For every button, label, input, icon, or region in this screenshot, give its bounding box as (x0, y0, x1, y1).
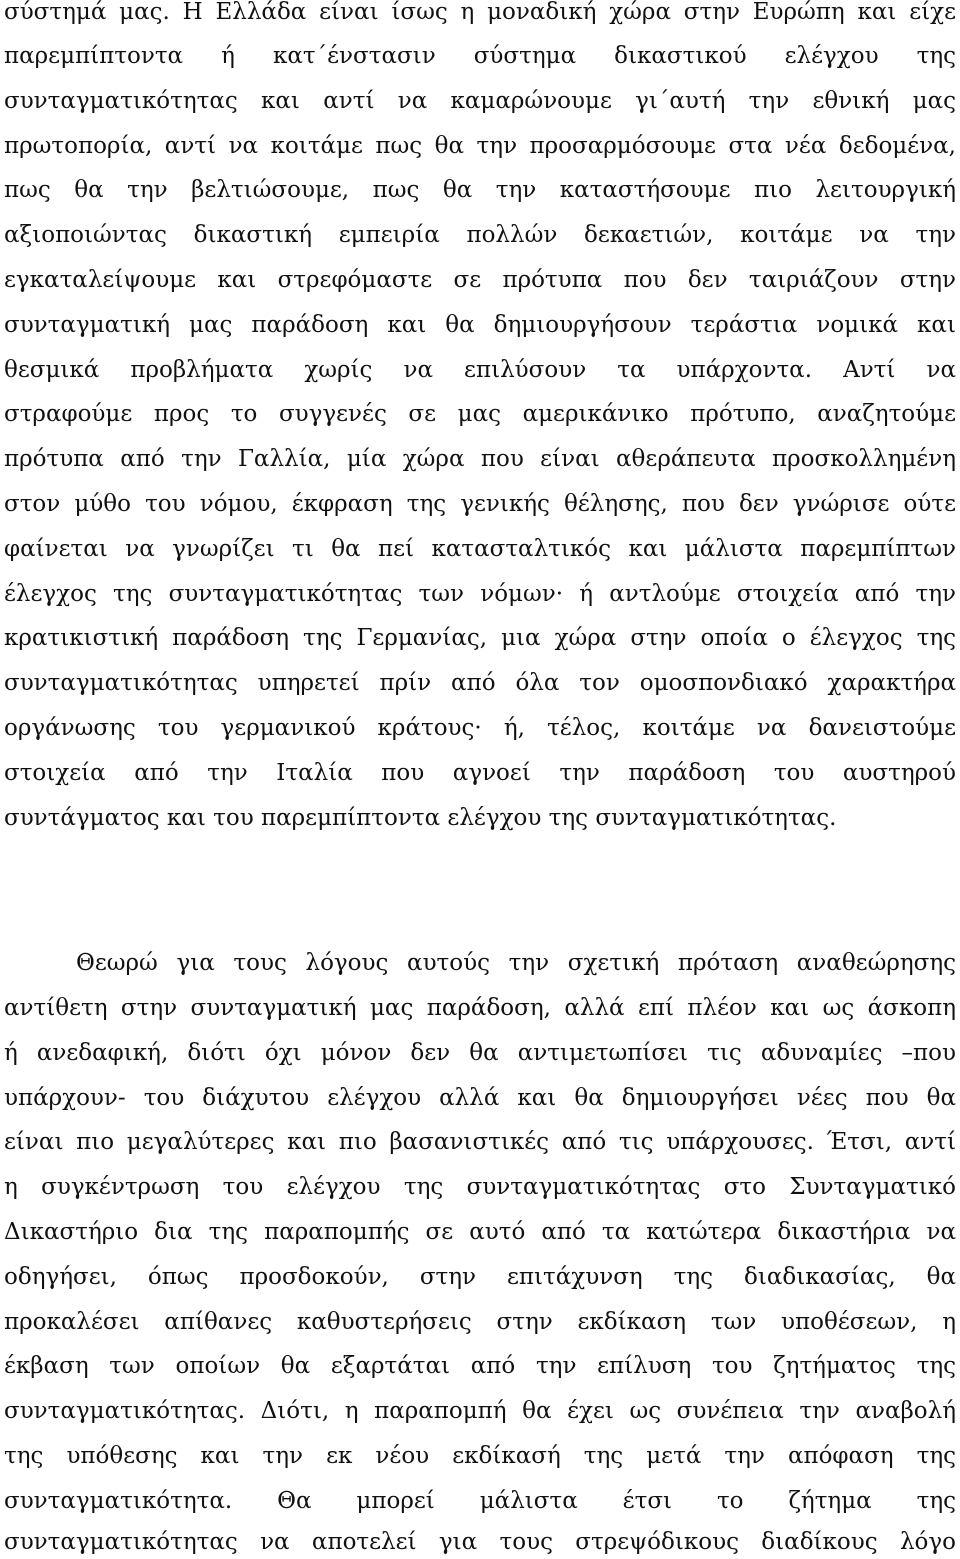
text-line: σύστημά μας. Η Ελλάδα είναι ίσως η μοναδική χώρα στην Ευρώπη και είχε (4, 0, 956, 25)
text-line: στραφούμε προς το συγγενές σε μας αμερικάνικο πρότυπο, αναζητούμε (4, 401, 956, 427)
text-line: οδηγήσει, όπως προσδοκούν, στην επιτάχυνση της διαδικασίας, θα (4, 1264, 956, 1290)
text-line: συνταγματικότητας και αντί να καμαρώνουμε γι΄αυτή την εθνική μας (4, 88, 956, 114)
text-line: στοιχεία από την Ιταλία που αγνοεί την παράδοση του αυστηρού (4, 760, 956, 786)
text-line: Δικαστήριο δια της παραπομπής σε αυτό από τα κατώτερα δικαστήρια να (4, 1219, 956, 1245)
text-line: στον μύθο του νόμου, έκφραση της γενικής θέλησης, που δεν γνώρισε ούτε (4, 491, 956, 517)
text-line: έκβαση των οποίων θα εξαρτάται από την επίλυση του ζητήματος της (4, 1353, 956, 1379)
text-line: συνταγματικότητας υπηρετεί πρίν από όλα τον ομοσπονδιακό χαρακτήρα (4, 670, 956, 696)
text-line: έλεγχος της συνταγματικότητας των νόμων· ή αντλούμε στοιχεία από την (4, 581, 956, 607)
text-line: αξιοποιώντας δικαστική εμπειρία πολλών δεκαετιών, κοιτάμε να την (4, 222, 956, 248)
text-line: αντίθετη στην συνταγματική μας παράδοση, αλλά επί πλέον και ως άσκοπη (4, 995, 956, 1021)
text-line: πρότυπα από την Γαλλία, μία χώρα που είναι αθεράπευτα προσκολλημένη (4, 446, 956, 472)
text-line: Θεωρώ για τους λόγους αυτούς την σχετική πρόταση αναθεώρησης (76, 950, 956, 976)
text-line: υπάρχουν- του διάχυτου ελέγχου αλλά και θα δημιουργήσει νέες που θα (4, 1085, 956, 1111)
text-line: συνταγματικότητας. Διότι, η παραπομπή θα έχει ως συνέπεια την αναβολή (4, 1398, 956, 1424)
text-line: συνταγματική μας παράδοση και θα δημιουργήσουν τεράστια νομικά και (4, 312, 956, 338)
text-line: ή ανεδαφική, διότι όχι μόνον δεν θα αντιμετωπίσει τις αδυναμίες –που (4, 1040, 956, 1066)
text-line: προκαλέσει απίθανες καθυστερήσεις στην εκδίκαση των υποθέσεων, η (4, 1309, 956, 1335)
text-line: πως θα την βελτιώσουμε, πως θα την καταστήσουμε πιο λειτουργική (4, 177, 956, 203)
text-line: συντάγματος και του παρεμπίπτοντα ελέγχου της συνταγματικότητας. (4, 805, 837, 831)
text-line: της υπόθεσης και την εκ νέου εκδίκασή της μετά την απόφαση της (4, 1443, 956, 1469)
text-line: θεσμικά προβλήματα χωρίς να επιλύσουν τα υπάρχοντα. Αντί να (4, 357, 956, 383)
text-line: συνταγματικότητας να αποτελεί για τους στρεψόδικους διαδίκους λόγο (4, 1529, 956, 1555)
text-line: πρωτοπορία, αντί να κοιτάμε πως θα την προσαρμόσουμε στα νέα δεδομένα, (4, 133, 956, 159)
text-line: οργάνωσης του γερμανικού κράτους· ή, τέλος, κοιτάμε να δανειστούμε (4, 715, 956, 741)
text-line: συνταγματικότητα. Θα μπορεί μάλιστα έτσι το ζήτημα της (4, 1488, 956, 1514)
text-line: κρατικιστική παράδοση της Γερμανίας, μια χώρα στην οποία ο έλεγχος της (4, 625, 956, 651)
text-line: η συγκέντρωση του ελέγχου της συνταγματικότητας στο Συνταγματικό (4, 1174, 956, 1200)
text-line: είναι πιο μεγαλύτερες και πιο βασανιστικές από τις υπάρχουσες. Έτσι, αντί (4, 1129, 956, 1155)
text-line: παρεμπίπτοντα ή κατ΄ένστασιν σύστημα δικαστικού ελέγχου της (4, 43, 956, 69)
text-line: φαίνεται να γνωρίζει τι θα πεί κατασταλτικός και μάλιστα παρεμπίπτων (4, 536, 956, 562)
text-line: εγκαταλείψουμε και στρεφόμαστε σε πρότυπα που δεν ταιριάζουν στην (4, 267, 956, 293)
